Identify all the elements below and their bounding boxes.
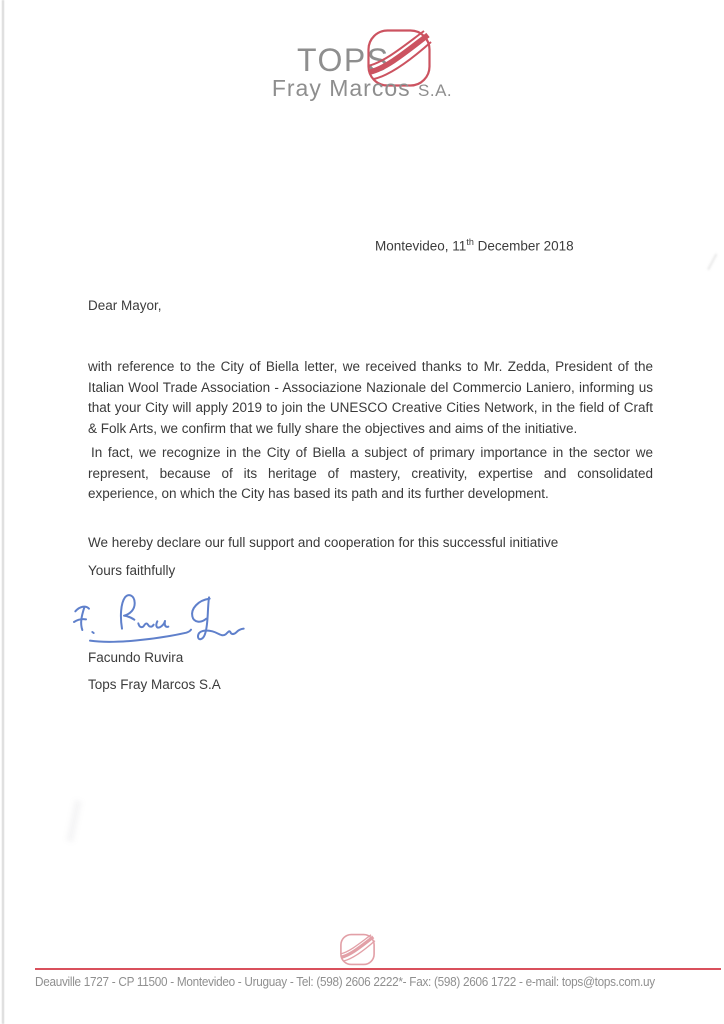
footer-wool-sliver-logo-icon [339,932,376,967]
footer-contact-line: Deauville 1727 - CP 11500 - Montevideo - Uruguay - Tel: (598) 2606 2222*- Fax: (598) 2606 1722 - e-mail: tops@tops.com.uy [35,975,655,989]
body-paragraph-2: In fact, we recognize in the City of Biella a subject of primary importance in the sector we represent, because of its heritage of mastery, creativity, expertise and consolidated experience, on which the City has based its path and its further development. [88,445,653,501]
signature-stroke [156,621,168,628]
signer-name: Facundo Ruvira [88,650,184,665]
signature-stroke [75,607,89,612]
scan-mark-artifact [697,248,718,270]
signature-stroke [92,632,93,633]
closing-line: Yours faithfully [88,563,176,578]
company-name-suffix: S.A. [418,81,453,100]
dateline-prefix: Montevideo, 11 [375,238,467,254]
scan-edge-artifact [2,0,4,1024]
dateline-suffix: December 2018 [473,238,574,254]
signer-company: Tops Fray Marcos S.A [88,677,221,692]
brand-wordmark: TOPS [297,42,390,78]
dateline-ordinal: th [466,237,474,247]
company-name-main: Fray Marcos [271,75,411,101]
signature-stroke [138,623,153,627]
scan-smudge-artifact [66,800,83,843]
dateline [375,237,574,254]
body-paragraph-3: We hereby declare our full support and cooperation for this successful initiative [88,535,559,550]
signature-stroke [90,630,191,642]
footer-rule [35,968,721,970]
company-name-header [0,75,724,102]
signature-stroke [198,597,244,639]
signature-stroke [121,595,135,629]
signature-stroke [74,619,86,622]
body-paragraph-1: with reference to the City of Biella letter, we received thanks to Mr. Zedda, President of the Italian Wool Trade Association - Associazione Nazionale del Commercio Laniero, informing us that your City will apply 2019 to join the UNESCO Creative Cities Network, in the field of Craft & Folk Arts, we confirm that we fully share the objectives and aims of the initiative. [88,359,653,436]
salutation: Dear Mayor, [88,298,162,313]
